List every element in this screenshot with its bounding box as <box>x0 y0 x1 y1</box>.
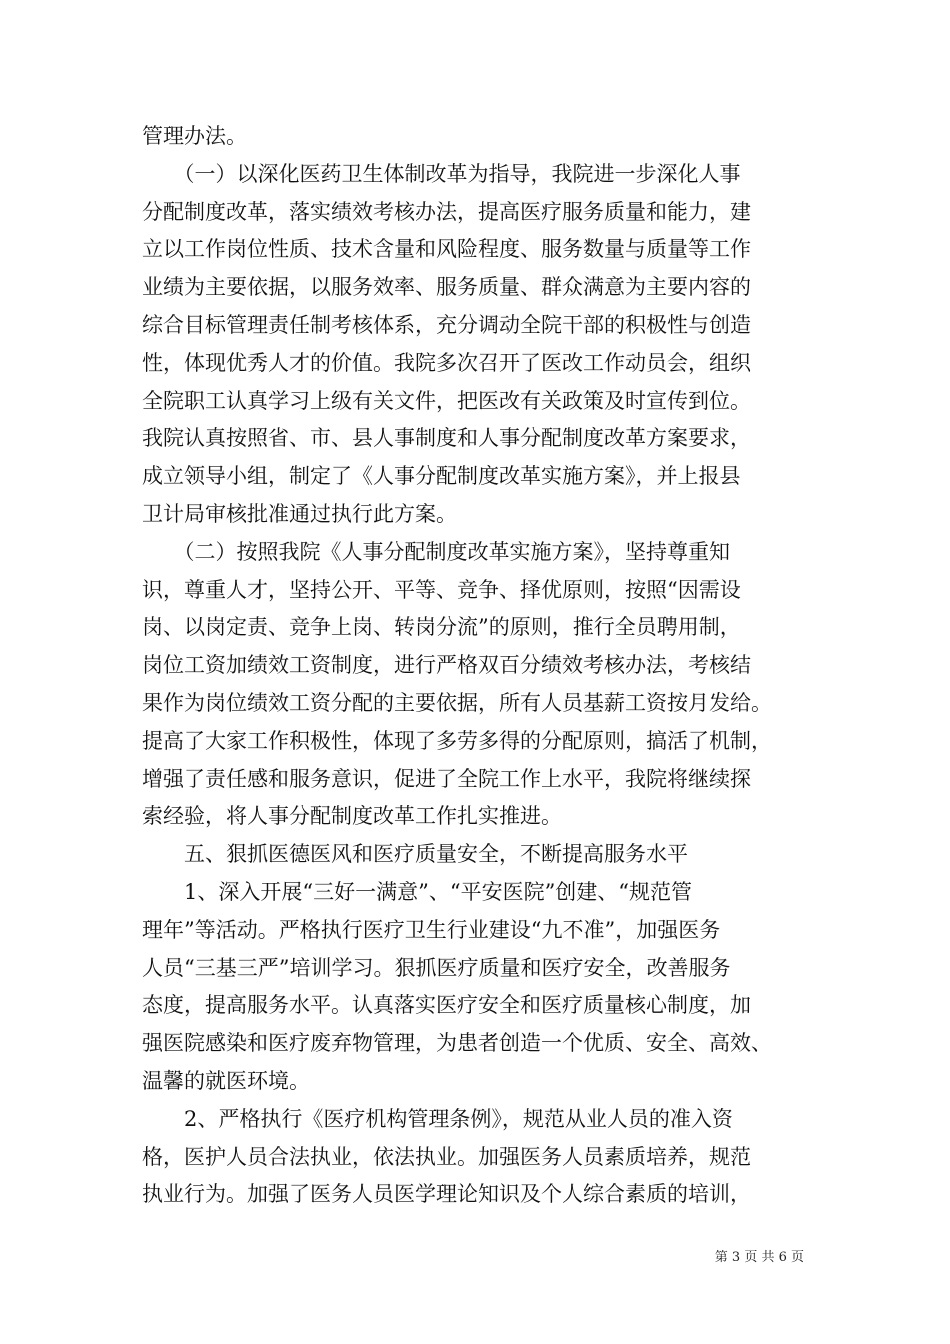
text-line: 分配制度改革，落实绩效考核办法，提高医疗服务质量和能力，建 <box>142 199 751 224</box>
text-line: 提高了大家工作积极性，体现了多劳多得的分配原则，搞活了机制， <box>142 728 772 753</box>
page-number: 第 3 页 共 6 页 <box>714 1250 804 1265</box>
text-line: 果作为岗位绩效工资分配的主要依据，所有人员基薪工资按月发给。 <box>142 690 772 715</box>
text-line: 2、严格执行《医疗机构管理条例》，规范从业人员的准入资 <box>142 1106 733 1131</box>
text-line: 立以工作岗位性质、技术含量和风险程度、服务数量与质量等工作 <box>142 237 751 262</box>
text-line: 业绩为主要依据，以服务效率、服务质量、群众满意为主要内容的 <box>142 275 751 300</box>
text-line: 人员“三基三严”培训学习。狠抓医疗质量和医疗安全，改善服务 <box>142 955 731 980</box>
text-line: 全院职工认真学习上级有关文件，把医改有关政策及时宣传到位。 <box>142 388 751 413</box>
text-line: （一）以深化医药卫生体制改革为指导，我院进一步深化人事 <box>142 161 741 186</box>
text-line: 增强了责任感和服务意识，促进了全院工作上水平，我院将继续探 <box>142 766 751 791</box>
text-line: 岗位工资加绩效工资制度，进行严格双百分绩效考核办法，考核结 <box>142 653 751 678</box>
text-line: 管理办法。 <box>142 124 247 148</box>
text-line: （二）按照我院《人事分配制度改革实施方案》，坚持尊重知 <box>142 539 730 564</box>
text-line: 性，体现优秀人才的价值。我院多次召开了医改工作动员会，组织 <box>142 350 751 375</box>
text-line: 强医院感染和医疗废弃物管理，为患者创造一个优质、安全、高效、 <box>142 1031 772 1056</box>
text-line: 温馨的就医环境。 <box>142 1068 310 1093</box>
text-line: 格，医护人员合法执业，依法执业。加强医务人员素质培养，规范 <box>142 1144 751 1169</box>
text-line: 岗、以岗定责、竞争上岗、转岗分流”的原则，推行全员聘用制， <box>142 615 741 640</box>
text-line: 态度，提高服务水平。认真落实医疗安全和医疗质量核心制度，加 <box>142 993 751 1018</box>
text-line: 执业行为。加强了医务人员医学理论知识及个人综合素质的培训， <box>142 1182 751 1207</box>
text-line: 五、狠抓医德医风和医疗质量安全，不断提高服务水平 <box>142 842 688 867</box>
text-line: 识，尊重人才，坚持公开、平等、竞争、择优原则，按照“因需设 <box>142 577 741 602</box>
text-line: 我院认真按照省、市、县人事制度和人事分配制度改革方案要求， <box>142 426 751 451</box>
text-line: 1、深入开展“三好一满意”、“平安医院”创建、“规范管 <box>142 879 693 904</box>
document-body <box>142 118 842 1214</box>
text-line: 成立领导小组，制定了《人事分配制度改革实施方案》，并上报县 <box>142 464 741 489</box>
text-line: 理年”等活动。严格执行医疗卫生行业建设“九不准”，加强医务 <box>142 917 721 942</box>
text-line: 卫计局审核批准通过执行此方案。 <box>142 501 457 526</box>
text-line: 综合目标管理责任制考核体系，充分调动全院干部的积极性与创造 <box>142 312 751 337</box>
text-line: 索经验，将人事分配制度改革工作扎实推进。 <box>142 804 562 829</box>
